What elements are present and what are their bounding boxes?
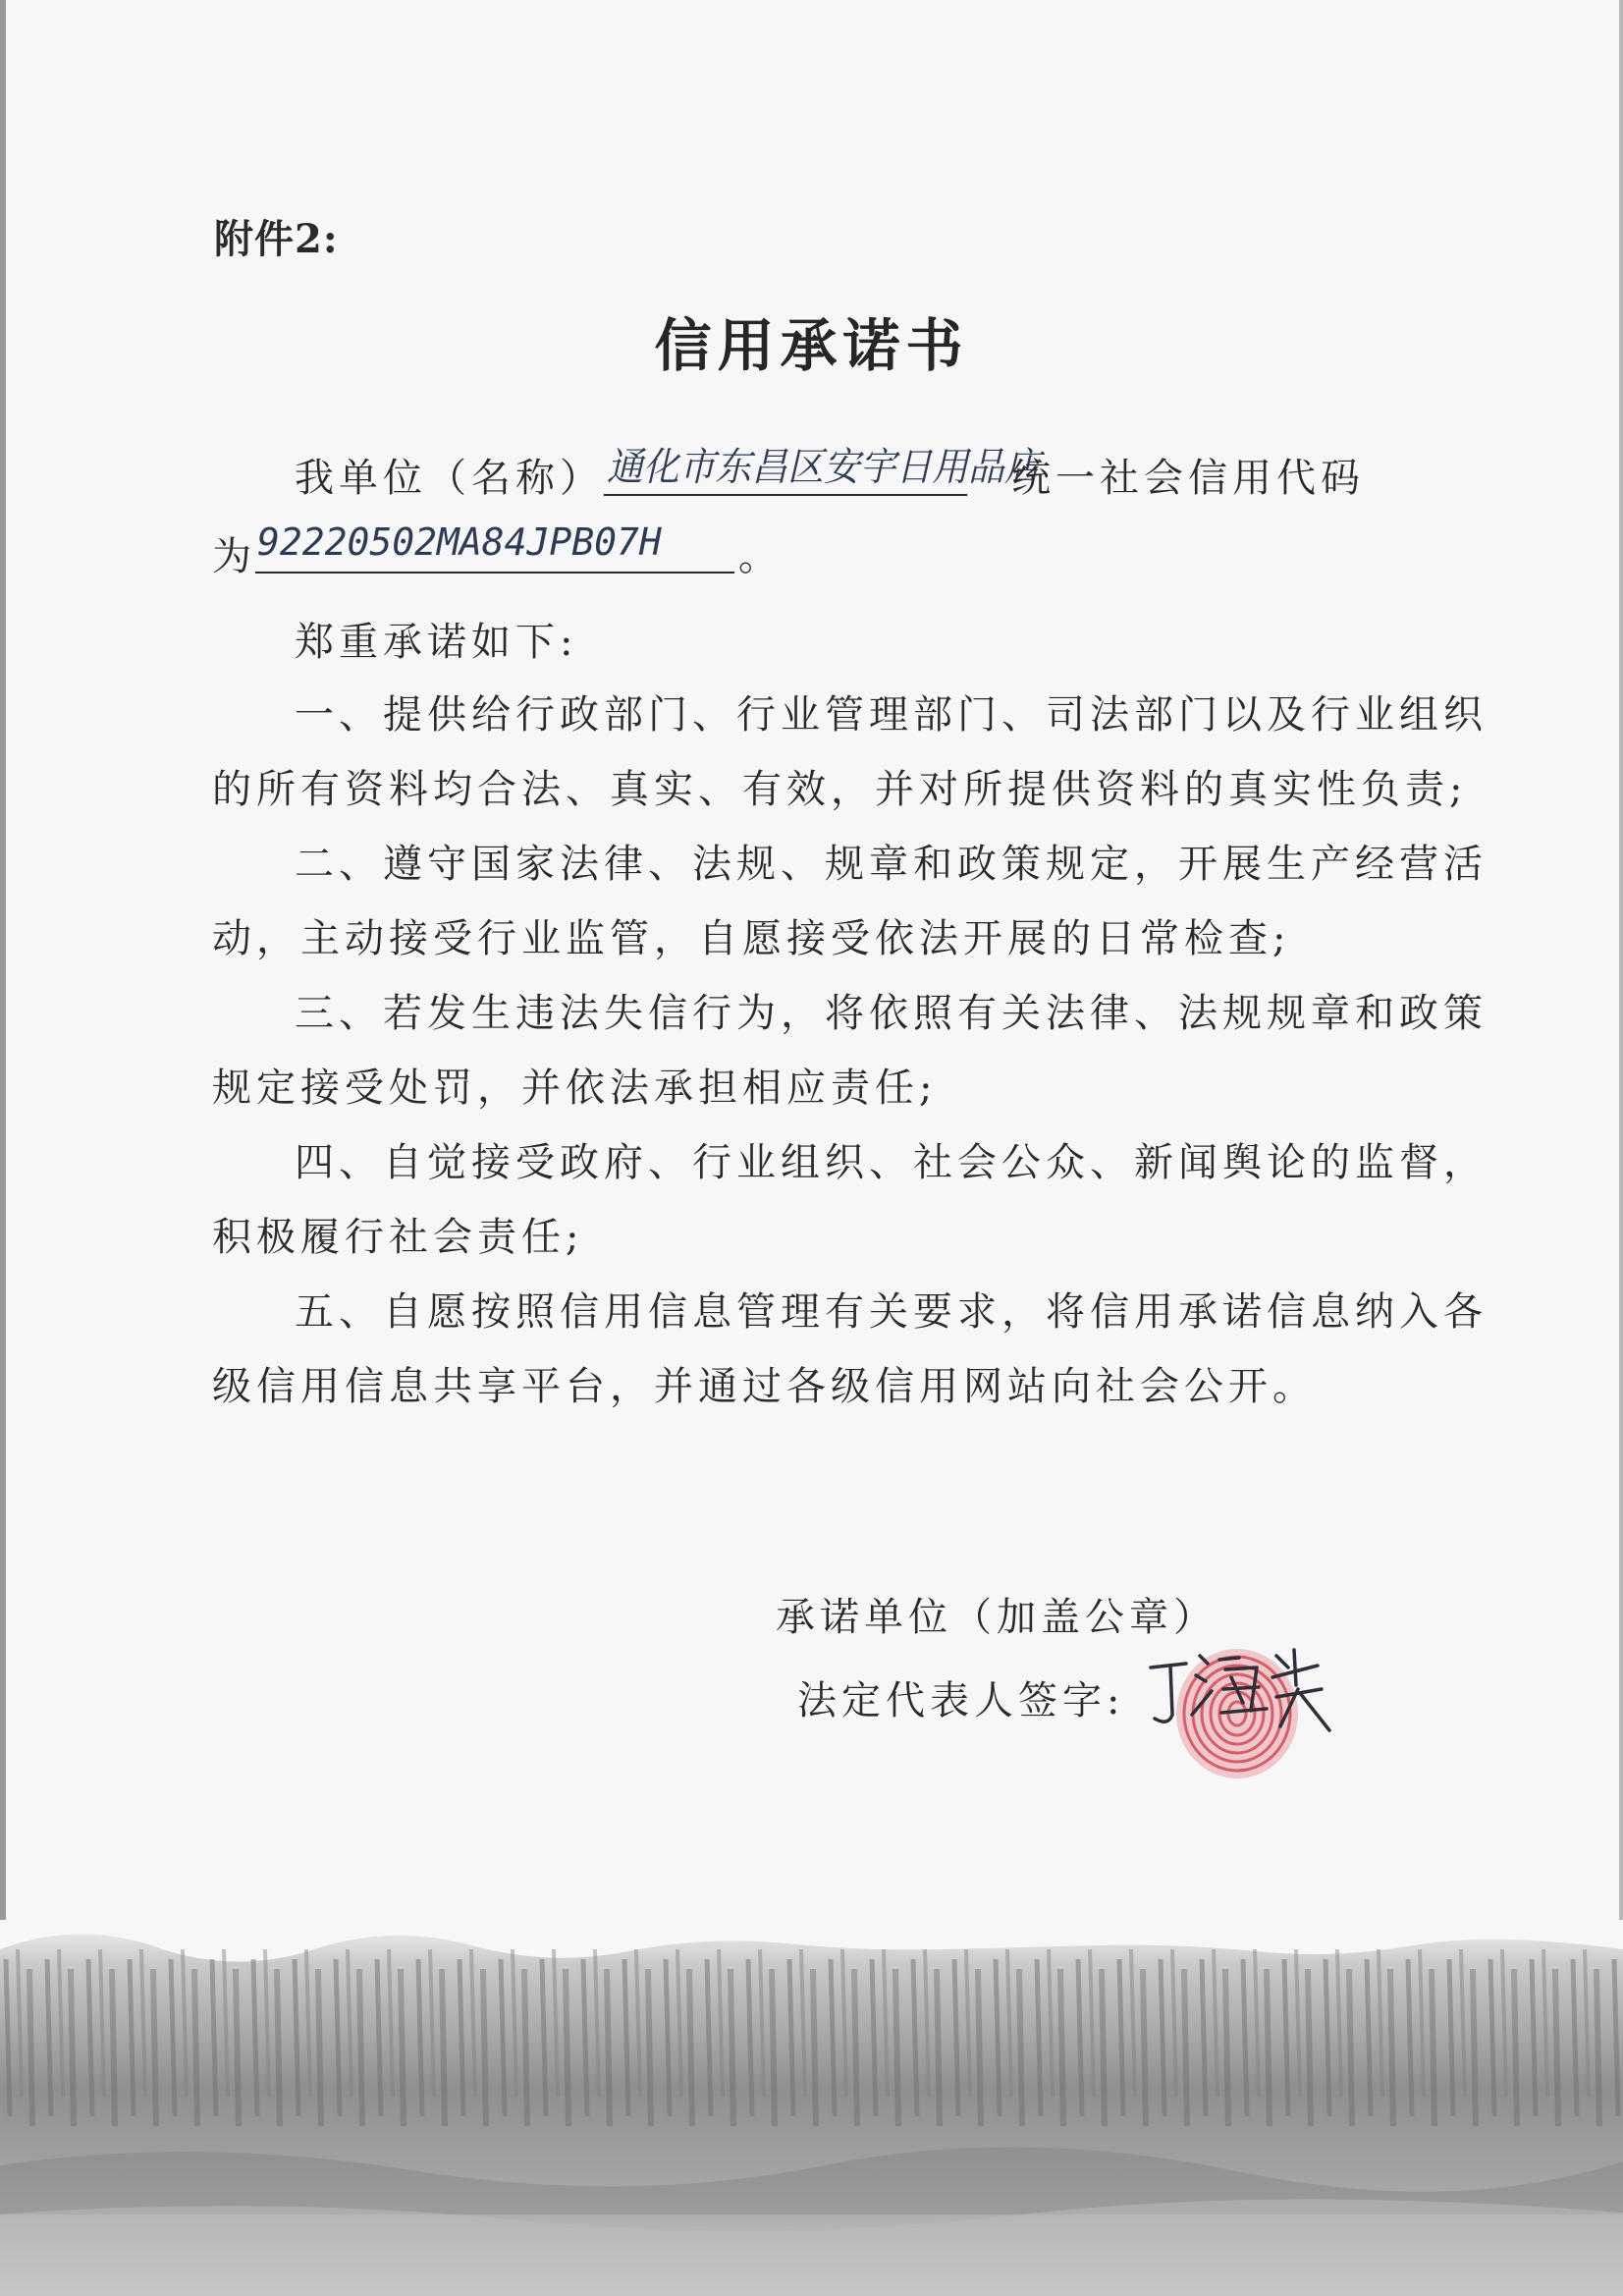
promise-item-3-line2: 规定接受处罚，并依法承担相应责任; — [212, 1066, 938, 1111]
promise-item-1-line1: 一、提供给行政部门、行业管理部门、司法部门以及行业组织 — [295, 692, 1488, 738]
company-name-underline — [604, 494, 967, 496]
credit-code-underline — [255, 572, 734, 574]
promising-unit-label: 承诺单位（加盖公章） — [776, 1595, 1217, 1640]
credit-code-handwritten: 92220502MA84JPB07H — [257, 520, 662, 564]
promise-item-4-line2: 积极履行社会责任; — [212, 1215, 584, 1260]
promise-item-4-line1: 四、自觉接受政府、行业组织、社会公众、新闻舆论的监督， — [295, 1140, 1488, 1185]
signature-and-fingerprint — [1129, 1620, 1365, 1797]
promise-item-2-line2: 动，主动接受行业监管，自愿接受依法开展的日常检查; — [212, 916, 1291, 961]
intro-line1-suffix: 统一社会信用代码 — [1011, 456, 1365, 501]
legal-rep-label: 法定代表人签字: — [797, 1678, 1125, 1723]
promise-item-2-line1: 二、遵守国家法律、法规、规章和政策规定，开展生产经营活 — [295, 842, 1488, 887]
promise-heading: 郑重承诺如下: — [295, 620, 578, 665]
promise-item-3-line1: 三、若发生违法失信行为，将依照有关法律、法规规章和政策 — [295, 991, 1488, 1036]
attachment-label: 附件2: — [214, 216, 339, 262]
promise-item-5-line2: 级信用信息共享平台，并通过各级信用网站向社会公开。 — [212, 1364, 1317, 1409]
decorative-bottom-band — [0, 1920, 1623, 2296]
document-title: 信用承诺书 — [654, 312, 969, 379]
intro-line2-prefix: 为 — [212, 534, 256, 579]
intro-line1-prefix: 我单位（名称） — [295, 456, 604, 501]
promise-item-1-line2: 的所有资料均合法、真实、有效，并对所提供资料的真实性负责; — [212, 767, 1468, 812]
intro-line2-suffix: 。 — [738, 534, 783, 579]
company-name-handwritten: 通化市东昌区安宇日用品店 — [607, 445, 1041, 490]
promise-item-5-line1: 五、自愿按照信用信息管理有关要求，将信用承诺信息纳入各 — [295, 1289, 1488, 1335]
